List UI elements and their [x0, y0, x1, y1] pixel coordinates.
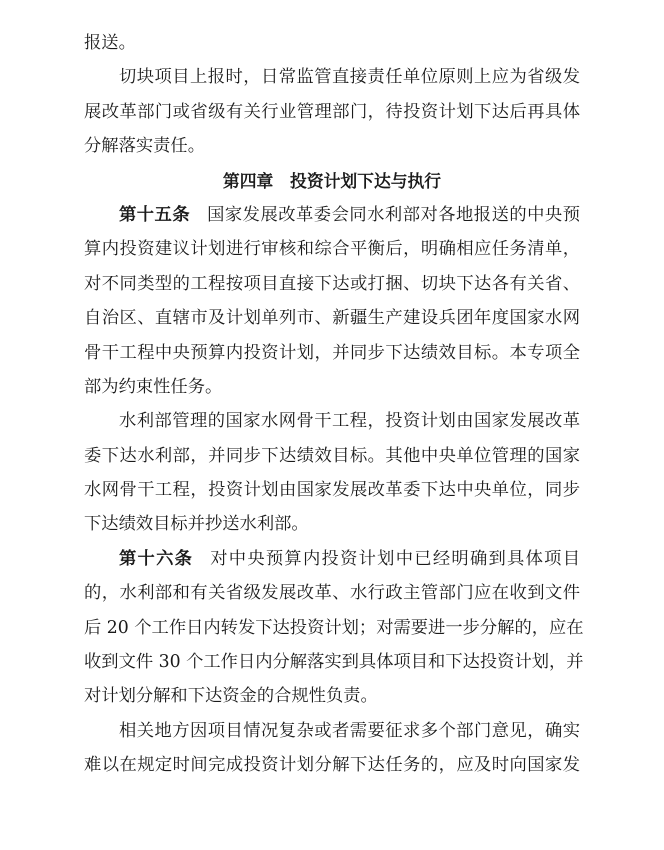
- text-line: 分解落实责任。: [84, 136, 205, 157]
- text-line: 收到文件 30 个工作日内分解落实到具体项目和下达投资计划，并: [84, 652, 584, 673]
- text-line: 展改革部门或省级有关行业管理部门，待投资计划下达后再具体: [84, 101, 580, 122]
- text-line: 的，水利部和有关省级发展改革、水行政主管部门应在收到文件: [84, 583, 580, 604]
- text-line: 部为约束性任务。: [84, 376, 223, 397]
- text-line: 后 20 个工作日内转发下达投资计划；对需要进一步分解的，应在: [84, 617, 584, 638]
- text-line: 相关地方因项目情况复杂或者需要征求多个部门意见，确实: [119, 720, 580, 741]
- text-line: 算内投资建议计划进行审核和综合平衡后，明确相应任务清单，: [84, 239, 580, 260]
- text-line: 委下达水利部，并同步下达绩效目标。其他中央单位管理的国家: [84, 445, 580, 466]
- text-line: 难以在规定时间完成投资计划分解下达任务的，应及时向国家发: [84, 755, 580, 776]
- article-first-line: [84, 198, 580, 232]
- text-line: 骨干工程中央预算内投资计划，并同步下达绩效目标。本专项全: [84, 342, 580, 363]
- article-first-line: [84, 542, 580, 576]
- text-line: 国家发展改革委会同水利部对各地报送的中央预: [207, 204, 580, 225]
- text-line: 下达绩效目标并抄送水利部。: [84, 514, 309, 535]
- article-label: 第十六条: [119, 548, 194, 569]
- chapter-heading: 第四章 投资计划下达与执行: [222, 170, 442, 191]
- text-line: 自治区、直辖市及计划单列市、新疆生产建设兵团年度国家水网: [84, 308, 580, 329]
- text-line: 对计划分解和下达资金的合规性负责。: [84, 686, 378, 707]
- text-line: 切块项目上报时，日常监管直接责任单位原则上应为省级发: [119, 67, 580, 88]
- article-label: 第十五条: [119, 204, 191, 225]
- text-line: 报送。: [84, 33, 136, 53]
- text-line: 对不同类型的工程按项目直接下达或打捆、切块下达各有关省、: [84, 273, 580, 294]
- text-line: 对中央预算内投资计划中已经明确到具体项目: [210, 548, 580, 569]
- text-line: 水网骨干工程，投资计划由国家发展改革委下达中央单位，同步: [84, 480, 580, 501]
- text-line: 水利部管理的国家水网骨干工程，投资计划由国家发展改革: [119, 411, 580, 432]
- document-page: [84, 26, 584, 783]
